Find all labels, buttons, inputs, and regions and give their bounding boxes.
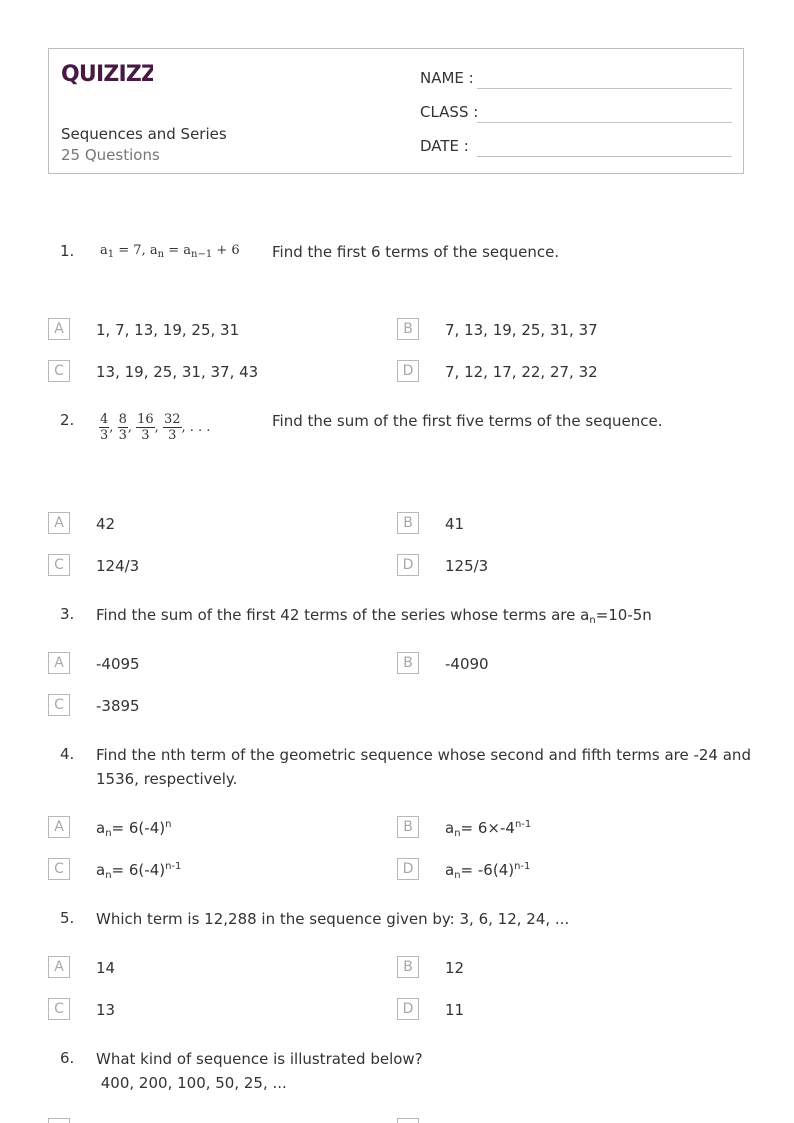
class-label: CLASS :	[420, 103, 479, 121]
q6-option-a-box[interactable]	[48, 1118, 70, 1123]
q3-option-c[interactable]: -3895	[96, 697, 140, 715]
fraction-1: $\frac{4}{3}$	[100, 412, 109, 443]
q1-option-c-box[interactable]: C	[48, 360, 70, 382]
worksheet-title: Sequences and Series	[61, 125, 227, 143]
question-5-text: Which term is 12,288 in the sequence given by: 3, 6, 12, 24, ...	[96, 910, 570, 928]
q1-option-a[interactable]: 1, 7, 13, 19, 25, 31	[96, 321, 240, 339]
q4-option-b-box[interactable]: B	[397, 816, 419, 838]
formula-eq2: =	[164, 243, 184, 258]
question-1-number: 1.	[60, 242, 75, 260]
name-label: NAME :	[420, 69, 474, 87]
question-4-text-line-2: 1536, respectively.	[96, 770, 238, 788]
worksheet-header	[48, 48, 744, 174]
q4-option-c[interactable]: $a_n= 6(-4)^{n-1}$	[96, 861, 182, 881]
q5-option-d-box[interactable]: D	[397, 998, 419, 1020]
question-3-text: Find the sum of the first 42 terms of the series whose terms are $a_n=10-5n$	[96, 606, 652, 626]
q6-option-b-box[interactable]	[397, 1118, 419, 1123]
q2-option-d-box[interactable]: D	[397, 554, 419, 576]
q2-option-b-box[interactable]: B	[397, 512, 419, 534]
q5-option-a-box[interactable]: A	[48, 956, 70, 978]
question-4-text-line-1: Find the nth term of the geometric sequence whose second and fifth terms are -24 and	[96, 746, 751, 764]
q1-option-b[interactable]: 7, 13, 19, 25, 31, 37	[445, 321, 598, 339]
q3-option-a[interactable]: -4095	[96, 655, 140, 673]
question-3-number: 3.	[60, 605, 75, 623]
q2-option-d[interactable]: 125/3	[445, 557, 489, 575]
formula-an: a	[149, 243, 158, 258]
q2-option-c[interactable]: 124/3	[96, 557, 140, 575]
question-count: 25 Questions	[61, 146, 160, 164]
q4-option-a[interactable]: $a_n= 6(-4)^n$	[96, 819, 172, 839]
q1-option-d-box[interactable]: D	[397, 360, 419, 382]
formula-eq1: = 7,	[114, 243, 150, 258]
question-6-number: 6.	[60, 1049, 75, 1067]
q1-option-c[interactable]: 13, 19, 25, 31, 37, 43	[96, 363, 259, 381]
svg-text:QUIZIZZ: QUIZIZZ	[61, 62, 153, 87]
formula-tail: + 6	[212, 243, 240, 258]
date-line[interactable]	[477, 156, 732, 157]
question-2-text: Find the sum of the first five terms of the sequence.	[272, 412, 663, 430]
q1-option-d[interactable]: 7, 12, 17, 22, 27, 32	[445, 363, 598, 381]
fraction-3: $\frac{16}{3}$	[137, 412, 154, 443]
date-label: DATE :	[420, 137, 469, 155]
name-line[interactable]	[477, 88, 732, 89]
question-2-fractions: $\frac{4}{3}$ , $\frac{8}{3}$ , $\frac{16}{3}$ , $\frac{32}{3}$ , . . .	[100, 412, 211, 443]
q1-option-a-box[interactable]: A	[48, 318, 70, 340]
question-5-number: 5.	[60, 909, 75, 927]
q5-option-b-box[interactable]: B	[397, 956, 419, 978]
q2-option-b[interactable]: 41	[445, 515, 465, 533]
question-1-text: Find the first 6 terms of the sequence.	[272, 243, 560, 261]
question-1-formula	[100, 243, 240, 260]
q2-option-c-box[interactable]: C	[48, 554, 70, 576]
formula-sub-n1: n−1	[191, 249, 213, 260]
q3-option-b[interactable]: -4090	[445, 655, 489, 673]
q4-option-c-box[interactable]: C	[48, 858, 70, 880]
q5-option-a[interactable]: 14	[96, 959, 116, 977]
question-2-number: 2.	[60, 411, 75, 429]
question-6-text-line-1: What kind of sequence is illustrated below?	[96, 1050, 423, 1068]
q2-option-a-box[interactable]: A	[48, 512, 70, 534]
q5-option-d[interactable]: 11	[445, 1001, 465, 1019]
formula-a1: a	[100, 243, 108, 258]
q5-option-b[interactable]: 12	[445, 959, 465, 977]
q3-option-b-box[interactable]: B	[397, 652, 419, 674]
q4-option-d-box[interactable]: D	[397, 858, 419, 880]
fraction-2: $\frac{8}{3}$	[118, 412, 127, 443]
q3-option-c-box[interactable]: C	[48, 694, 70, 716]
ellipsis: , . . .	[181, 420, 211, 435]
q4-option-d[interactable]: $a_n= -6(4)^{n-1}$	[445, 861, 531, 881]
q1-option-b-box[interactable]: B	[397, 318, 419, 340]
fraction-4: $\frac{32}{3}$	[163, 412, 181, 443]
q4-option-b[interactable]: $a_n= 6\times-4^{n-1}$	[445, 819, 532, 839]
q3-option-a-box[interactable]: A	[48, 652, 70, 674]
formula-an1: a	[183, 243, 191, 258]
quizizz-logo	[61, 57, 153, 93]
formula-sub-n: n	[157, 249, 165, 260]
q2-option-a[interactable]: 42	[96, 515, 116, 533]
question-4-number: 4.	[60, 745, 75, 763]
question-6-text-line-2: 400, 200, 100, 50, 25, ...	[96, 1074, 287, 1092]
q4-option-a-box[interactable]: A	[48, 816, 70, 838]
formula-sub-1: 1	[107, 249, 115, 260]
q5-option-c[interactable]: 13	[96, 1001, 116, 1019]
class-line[interactable]	[477, 122, 732, 123]
q5-option-c-box[interactable]: C	[48, 998, 70, 1020]
